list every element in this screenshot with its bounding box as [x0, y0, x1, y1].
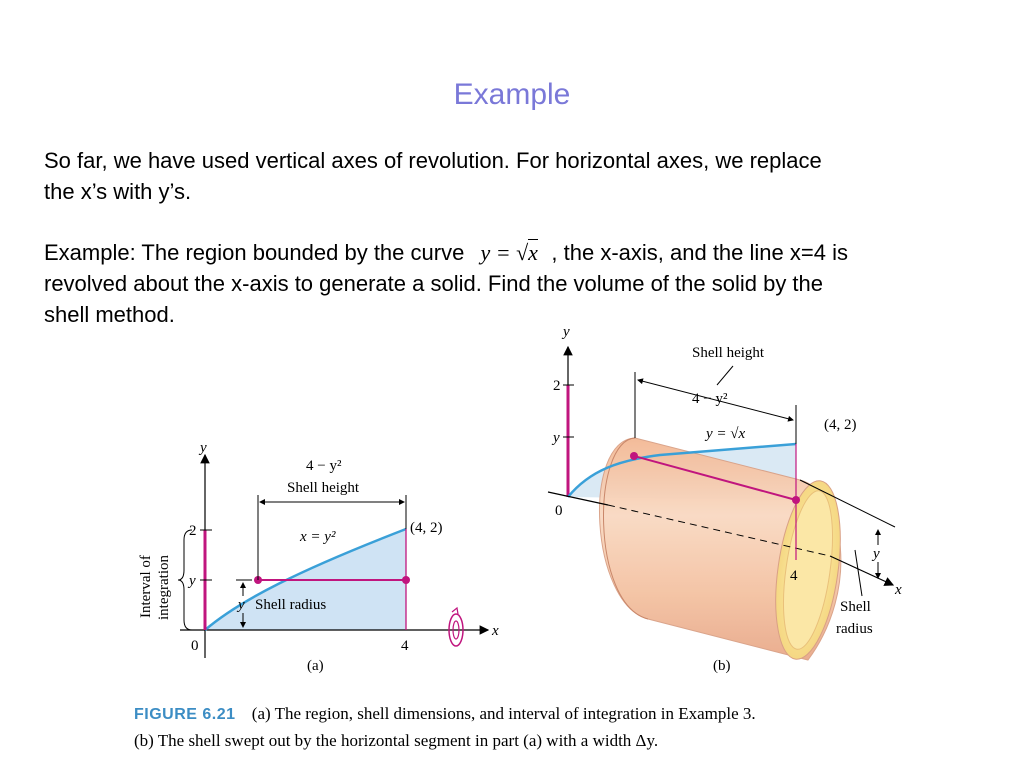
page-title: Example — [453, 78, 571, 111]
side-y-label-b: y — [873, 546, 880, 562]
example-text-after: , the x-axis, and the line x=4 is — [551, 240, 848, 265]
sqrt-sign-icon: √ — [516, 240, 529, 265]
figure-tag: FIGURE 6.21 — [134, 706, 236, 723]
curve-label-a: x = y² — [300, 529, 336, 545]
sublabel-a: (a) — [307, 658, 324, 674]
caption-line-2: (b) The shell swept out by the horizontal segment in part (a) with a width Δy. — [134, 731, 659, 750]
sublabel-b: (b) — [713, 658, 731, 674]
point-label-a: (4, 2) — [410, 520, 443, 536]
interval-label-line-2: integration — [156, 555, 172, 620]
tick-y-label-a: y — [189, 573, 196, 589]
radius-label-line-2-b: radius — [836, 621, 873, 637]
example-text-before: Example: The region bounded by the curve — [44, 240, 465, 265]
radius-label-line-1-b: Shell — [840, 599, 871, 615]
radius-pointer-b — [855, 550, 862, 596]
tick-2-label-b: 2 — [553, 378, 561, 394]
tick-4-label-b: 4 — [790, 568, 798, 584]
origin-label-a: 0 — [191, 638, 199, 654]
height-pointer-b — [717, 366, 733, 385]
rotation-icon — [449, 608, 463, 646]
example-line-2: revolved about the x-axis to generate a solid. Find the volume of the solid by the — [44, 271, 824, 296]
intro-line-2: the x’s with y’s. — [44, 179, 192, 204]
origin-label-b: 0 — [555, 503, 563, 519]
radius-y-label-a: y — [238, 597, 245, 613]
equation-lhs: y = — [480, 240, 511, 265]
figure-b — [548, 324, 902, 674]
shell-point-left-b — [630, 452, 638, 460]
shell-point-right-a — [402, 576, 410, 584]
interval-label-a — [138, 555, 172, 620]
tick-2-label-a: 2 — [189, 523, 197, 539]
curve-label-b: y = √x — [706, 426, 746, 442]
tick-4-label-a: 4 — [401, 638, 409, 654]
y-axis-label-b: y — [563, 324, 570, 340]
example-line-3: shell method. — [44, 302, 175, 327]
radius-label-a: Shell radius — [255, 597, 327, 613]
point-label-b: (4, 2) — [824, 417, 857, 433]
shell-point-right-b — [792, 496, 800, 504]
x-axis-label-b: x — [895, 582, 902, 598]
x-axis-label-a: x — [492, 623, 499, 639]
height-expr-label-a: 4 − y² — [306, 458, 342, 474]
caption-line-1 — [134, 704, 756, 724]
tick-y-label-b: y — [553, 430, 560, 446]
height-label-a: Shell height — [287, 480, 360, 496]
height-label-b: Shell height — [692, 345, 765, 361]
y-axis-label-a: y — [200, 440, 207, 456]
equation-radicand: x — [528, 240, 538, 265]
figure-a — [138, 440, 499, 674]
intro-line-1: So far, we have used vertical axes of revolution. For horizontal axes, we replace — [44, 148, 822, 173]
interval-label-line-1: Interval of — [138, 555, 154, 618]
height-expr-label-b: 4 − y² — [692, 391, 728, 407]
caption-text-1: (a) The region, shell dimensions, and interval of integration in Example 3. — [251, 704, 756, 723]
